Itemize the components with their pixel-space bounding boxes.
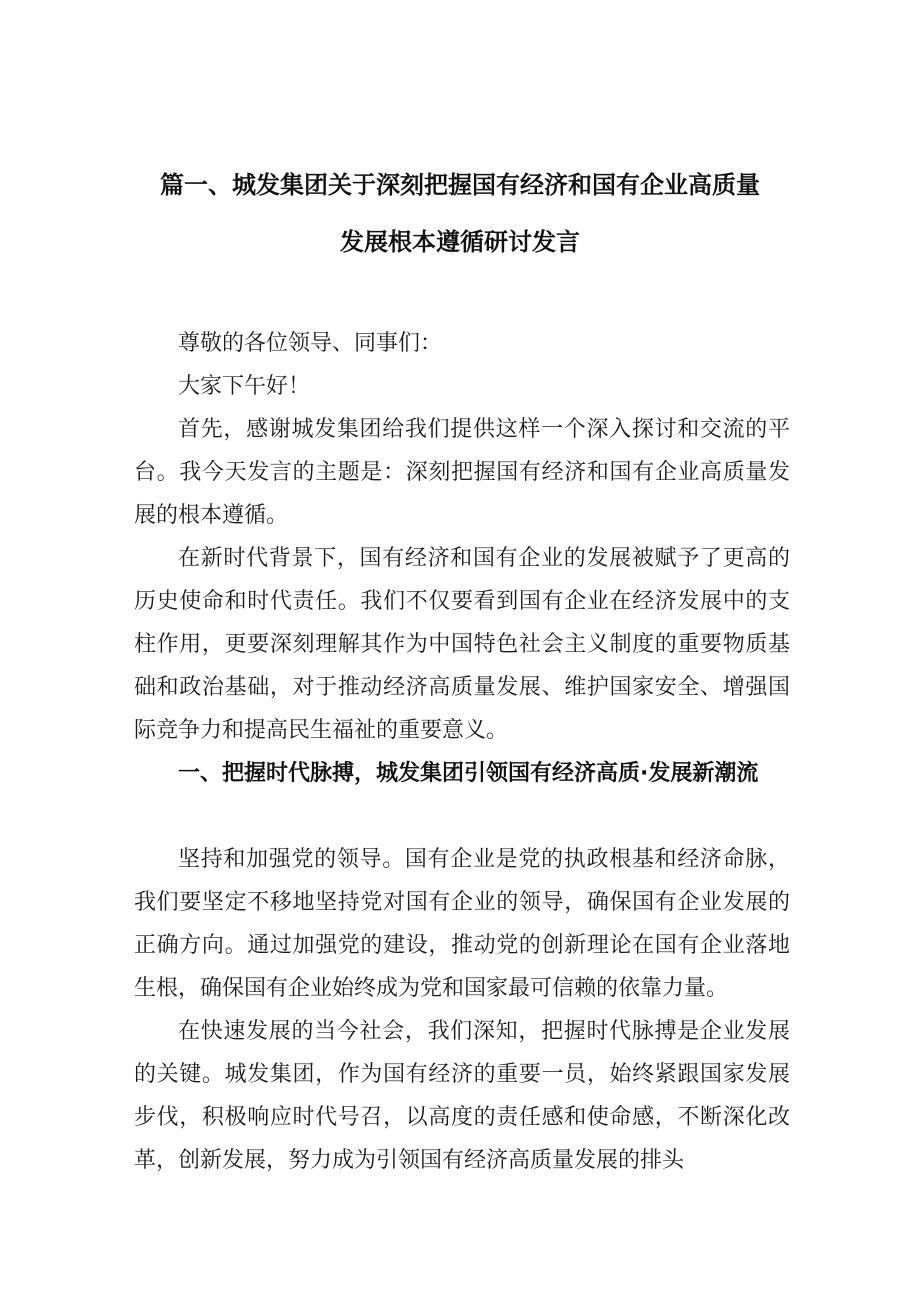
- background-paragraph: 在新时代背景下，国有经济和国有企业的发展被赋予了更高的历史使命和时代责任。我们不仅要看到国有企业在经济发展中的支柱作用，更要深刻理解其作为中国特色社会主义制度的重要物质基础和政治基础，对于推动经济高质量发展、维护国家安全、增强国际竞争力和提高民生福祉的重要意义。: [134, 546, 790, 743]
- document-title-line-2: 发展根本遵循研讨发言: [340, 228, 580, 256]
- times-pulse-paragraph: 在快速发展的当今社会，我们深知，把握时代脉搏是企业发展的关键。城发集团，作为国有经济的重要一员，始终紧跟国家发展步伐，积极响应时代号召，以高度的责任感和使命感，不断深化改革，创新发展，努力成为引领国有经济高质量发展的排头: [134, 1019, 790, 1173]
- section-heading-1: 一、把握时代脉搏，城发集团引领国有经济高质·发展新潮流: [178, 761, 759, 786]
- intro-paragraph: 首先，感谢城发集团给我们提供这样一个深入探讨和交流的平台。我今天发言的主题是：深刻把握国有经济和国有企业高质量发展的根本遵循。: [134, 417, 790, 528]
- party-leadership-paragraph: 坚持和加强党的领导。国有企业是党的执政根基和经济命脉，我们要坚定不移地坚持党对国有企业的领导，确保国有企业发展的正确方向。通过加强党的建设，推动党的创新理论在国有企业落地生根，确保国有企业始终成为党和国家最可信赖的依靠力量。: [134, 847, 790, 1001]
- document-title-line-1: 篇一、城发集团关于深刻把握国有经济和国有企业高质量: [160, 171, 760, 199]
- greeting-paragraph: 尊敬的各位领导、同事们：: [178, 331, 443, 356]
- hello-paragraph: 大家下午好！: [178, 374, 311, 399]
